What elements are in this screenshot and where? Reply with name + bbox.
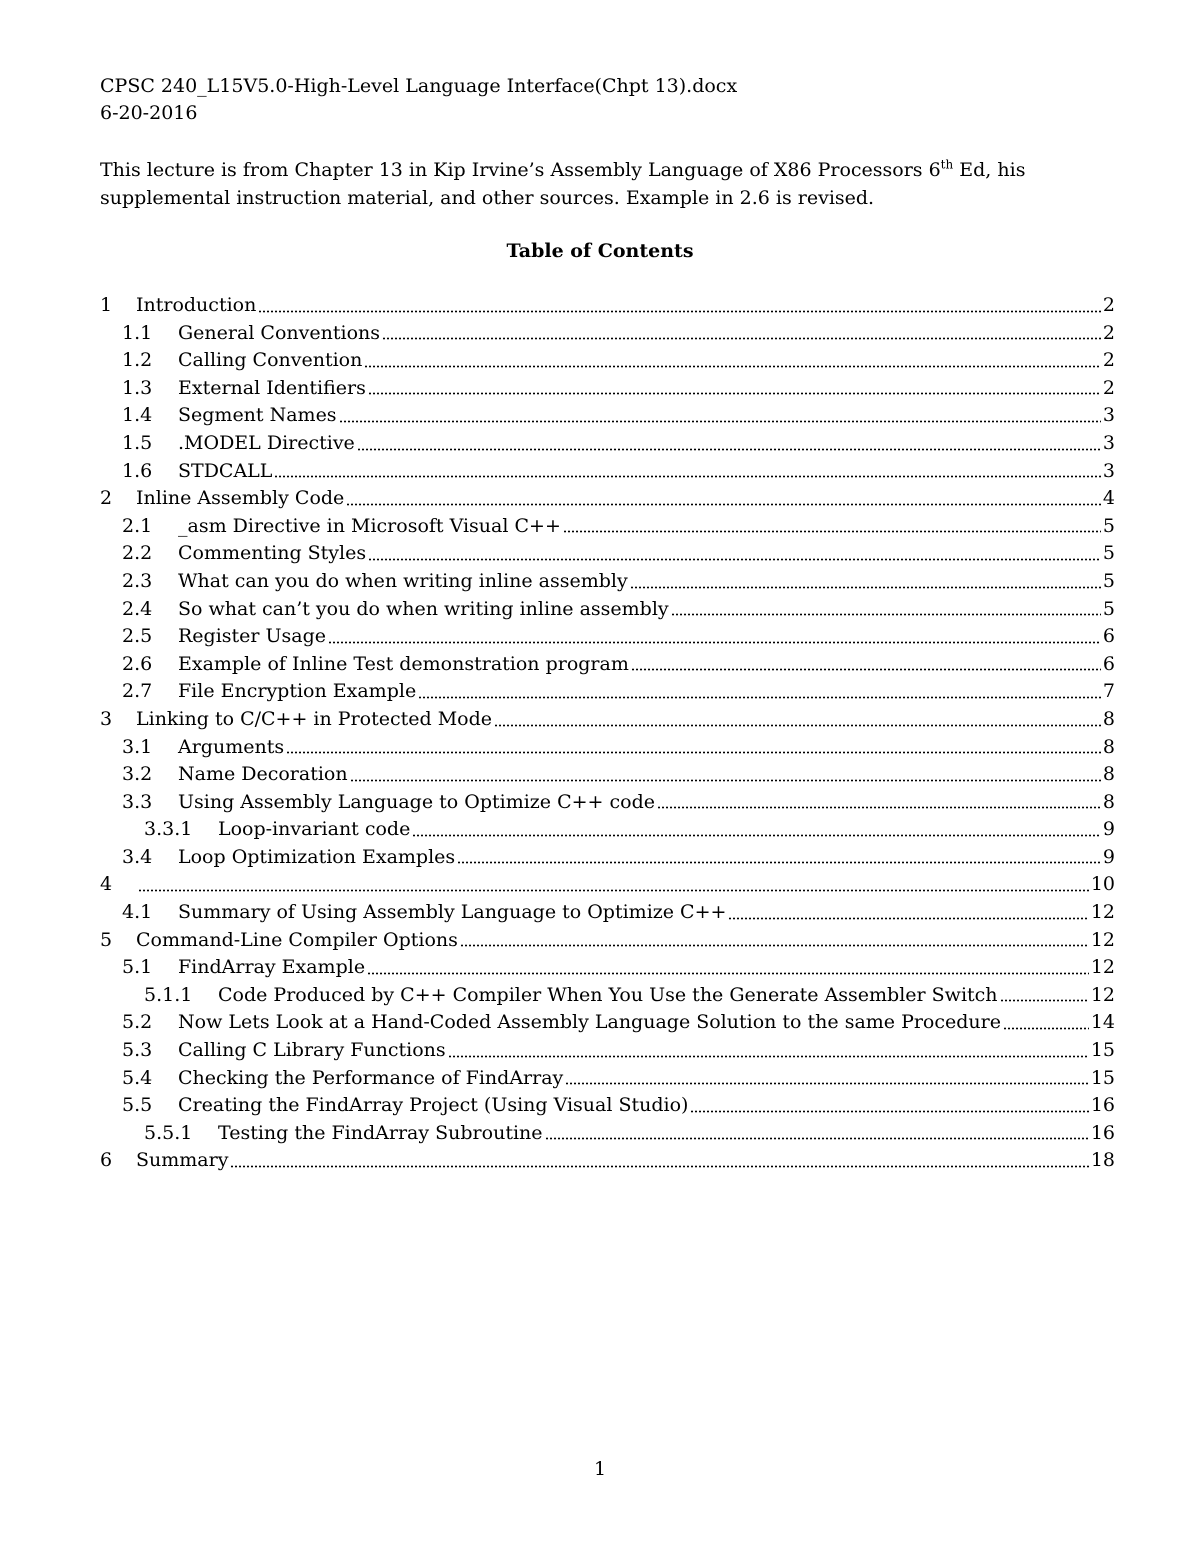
toc-dot-leader [631, 668, 1101, 671]
toc-entry[interactable] [100, 540, 1115, 568]
toc-entry-number: 1.4 [122, 404, 153, 427]
toc-entry-title: Example of Inline Test demonstration program [178, 652, 629, 675]
toc-entry-page: 14 [1090, 1011, 1115, 1034]
toc-entry-page: 2 [1102, 349, 1115, 372]
toc-entry-number: 5.1.1 [144, 983, 193, 1006]
toc-entry-title: Arguments [178, 735, 285, 758]
toc-entry[interactable] [100, 927, 1115, 955]
toc-entry-number: 2.5 [122, 625, 153, 648]
toc-entry-page: 15 [1090, 1039, 1115, 1062]
toc-dot-leader [657, 806, 1101, 809]
toc-dot-leader [630, 586, 1101, 589]
toc-entry-page: 5 [1102, 597, 1115, 620]
toc-entry-page: 9 [1102, 818, 1115, 841]
toc-entry[interactable] [100, 623, 1115, 651]
toc-entry[interactable] [100, 954, 1115, 982]
toc-entry-page: 3 [1102, 459, 1115, 482]
toc-entry[interactable] [100, 458, 1115, 486]
toc-entry-title: Testing the FindArray Subroutine [218, 1121, 543, 1144]
toc-entry[interactable] [100, 678, 1115, 706]
toc-entry[interactable] [100, 651, 1115, 679]
toc-entry-number: 5.2 [122, 1011, 153, 1034]
toc-dot-leader [350, 779, 1101, 782]
toc-entry-page: 12 [1090, 928, 1115, 951]
toc-entry-page: 15 [1090, 1066, 1115, 1089]
toc-entry-title: Summary [136, 1149, 229, 1172]
toc-entry-number: 3.3 [122, 790, 153, 813]
toc-entry-title: External Identifiers [178, 376, 366, 399]
toc-dot-leader [460, 944, 1089, 947]
toc-entry-number: 5.1 [122, 956, 153, 979]
toc-entry[interactable] [100, 1147, 1115, 1175]
toc-entry-page: 18 [1090, 1149, 1115, 1172]
toc-entry-title: Name Decoration [178, 763, 348, 786]
toc-entry-number: 2.6 [122, 652, 153, 675]
toc-entry-number: 4.1 [122, 901, 153, 924]
toc-entry-title: Using Assembly Language to Optimize C++ code [178, 790, 655, 813]
toc-dot-leader [1000, 999, 1089, 1002]
toc-entry[interactable] [100, 513, 1115, 541]
toc-entry-page: 16 [1090, 1121, 1115, 1144]
toc-entry-page: 5 [1102, 514, 1115, 537]
toc-entry[interactable] [100, 1120, 1115, 1148]
toc-entry[interactable] [100, 375, 1115, 403]
toc-entry-page: 5 [1102, 542, 1115, 565]
toc-dot-leader [671, 613, 1101, 616]
toc-entry-number: 2.2 [122, 542, 153, 565]
toc-entry-number: 1.3 [122, 376, 153, 399]
toc-dot-leader [367, 972, 1089, 975]
toc-entry-page: 3 [1102, 431, 1115, 454]
toc-entry-number: 3 [100, 707, 113, 730]
toc-entry-title: So what can’t you do when writing inline assembly [178, 597, 669, 620]
toc-entry-page: 2 [1102, 321, 1115, 344]
toc-entry[interactable] [100, 596, 1115, 624]
toc-entry[interactable] [100, 485, 1115, 513]
toc-entry-number: 5.4 [122, 1066, 153, 1089]
toc-entry[interactable] [100, 816, 1115, 844]
toc-entry-number: 2.3 [122, 569, 153, 592]
toc-entry[interactable] [100, 844, 1115, 872]
toc-entry-number: 5.5.1 [144, 1121, 193, 1144]
toc-entry-page: 9 [1102, 845, 1115, 868]
toc-entry[interactable] [100, 1037, 1115, 1065]
toc-dot-leader [339, 420, 1101, 423]
toc-dot-leader [258, 310, 1101, 313]
toc-entry-number: 3.4 [122, 845, 153, 868]
toc-entry[interactable] [100, 871, 1115, 899]
toc-entry-page: 6 [1102, 625, 1115, 648]
toc-entry-page: 12 [1090, 956, 1115, 979]
toc-entry-number: 1.6 [122, 459, 153, 482]
page-number: 1 [593, 1458, 607, 1480]
toc-entry-title: STDCALL [178, 459, 273, 482]
toc-entry-title: What can you do when writing inline assembly [178, 569, 628, 592]
toc-entry-number: 5.3 [122, 1039, 153, 1062]
toc-dot-leader [457, 861, 1101, 864]
toc-dot-leader [412, 834, 1101, 837]
toc-dot-leader [368, 558, 1101, 561]
intro-text-end: Ed, his supplemental instruction material, and other sources. Example in 2.6 is revised. [100, 159, 1026, 209]
toc-entry-page: 7 [1102, 680, 1115, 703]
toc-entry-number: 2 [100, 487, 113, 510]
toc-entry-title: Linking to C/C++ in Protected Mode [136, 707, 492, 730]
toc-dot-leader [1003, 1027, 1089, 1030]
toc-entry-number: 2.4 [122, 597, 153, 620]
toc-dot-leader [230, 1165, 1088, 1168]
toc-entry-number: 4 [100, 873, 113, 896]
toc-entry-title: Creating the FindArray Project (Using Visual Studio) [178, 1094, 689, 1117]
toc-entry[interactable] [100, 402, 1115, 430]
toc-entry[interactable] [100, 1009, 1115, 1037]
toc-dot-leader [448, 1055, 1089, 1058]
toc-entry-page: 6 [1102, 652, 1115, 675]
toc-entry-page: 2 [1102, 376, 1115, 399]
toc-entry-number: 3.1 [122, 735, 153, 758]
intro-text-start: This lecture is from Chapter 13 in Kip Irvine’s Assembly Language of X86 Processors 6 [100, 159, 941, 181]
toc-dot-leader [274, 475, 1100, 478]
toc-dot-leader [328, 641, 1101, 644]
toc-dot-leader [382, 337, 1101, 340]
toc-entry[interactable] [100, 789, 1115, 817]
toc-entry-title: Loop Optimization Examples [178, 845, 456, 868]
toc-dot-leader [286, 751, 1101, 754]
toc-entry-number: 2.7 [122, 680, 153, 703]
toc-dot-leader [138, 889, 1089, 892]
toc-entry[interactable] [100, 1065, 1115, 1093]
toc-entry[interactable] [100, 320, 1115, 348]
toc-entry[interactable] [100, 899, 1115, 927]
toc-entry-page: 12 [1090, 983, 1115, 1006]
toc-entry-title: Calling C Library Functions [178, 1039, 446, 1062]
toc-entry-page: 10 [1090, 873, 1115, 896]
toc-entry-title: Code Produced by C++ Compiler When You Use the Generate Assembler Switch [218, 983, 998, 1006]
toc-entry-page: 8 [1102, 707, 1115, 730]
toc-entry-page: 8 [1102, 763, 1115, 786]
intro-superscript: th [940, 157, 954, 172]
toc-dot-leader [346, 503, 1101, 506]
toc-entry-page: 8 [1102, 790, 1115, 813]
toc-dot-leader [563, 530, 1101, 533]
toc-entry-title: Inline Assembly Code [136, 487, 345, 510]
toc-dot-leader [545, 1137, 1089, 1140]
toc-dot-leader [418, 696, 1101, 699]
toc-entry-title: .MODEL Directive [178, 431, 355, 454]
toc-entry-number: 3.2 [122, 763, 153, 786]
toc-entry-title: Now Lets Look at a Hand-Coded Assembly Language Solution to the same Procedure [178, 1011, 1001, 1034]
toc-dot-leader [357, 448, 1101, 451]
toc-entry-title: _asm Directive in Microsoft Visual C++ [178, 514, 561, 537]
toc-entry-page: 4 [1102, 487, 1115, 510]
toc-entry-number: 1.5 [122, 431, 153, 454]
toc-entry-title: File Encryption Example [178, 680, 417, 703]
toc-dot-leader [565, 1082, 1089, 1085]
toc-entry-title: FindArray Example [178, 956, 366, 979]
table-of-contents [100, 292, 1115, 1175]
toc-entry-title: Summary of Using Assembly Language to Optimize C++ [178, 901, 727, 924]
toc-entry-number: 1 [100, 294, 113, 316]
toc-entry-page: 12 [1090, 901, 1115, 924]
toc-entry[interactable] [100, 761, 1115, 789]
toc-entry[interactable] [100, 430, 1115, 458]
toc-entry-number: 6 [100, 1149, 113, 1172]
toc-entry-page: 3 [1102, 404, 1115, 427]
toc-entry-page: 2 [1102, 294, 1115, 316]
toc-entry-number: 1.2 [122, 349, 153, 372]
toc-entry-number: 2.1 [122, 514, 153, 537]
toc-entry[interactable] [100, 568, 1115, 596]
toc-entry[interactable] [100, 734, 1115, 762]
toc-dot-leader [690, 1110, 1088, 1113]
toc-entry[interactable] [100, 982, 1115, 1010]
toc-entry-title: Commenting Styles [178, 542, 367, 565]
toc-entry-number: 3.3.1 [144, 818, 193, 841]
toc-dot-leader [494, 724, 1101, 727]
toc-entry[interactable] [100, 292, 1115, 320]
intro-paragraph [100, 156, 1110, 212]
toc-entry-title: Introduction [136, 294, 257, 316]
toc-dot-leader [364, 365, 1101, 368]
toc-entry-title: Command-Line Compiler Options [136, 928, 458, 951]
toc-entry[interactable] [100, 347, 1115, 375]
toc-entry-title: Segment Names [178, 404, 337, 427]
toc-title: Table of Contents [506, 240, 694, 262]
toc-entry[interactable] [100, 1092, 1115, 1120]
toc-entry-number: 1.1 [122, 321, 153, 344]
toc-entry-page: 5 [1102, 569, 1115, 592]
toc-entry-title: Loop-invariant code [218, 818, 411, 841]
toc-entry[interactable] [100, 706, 1115, 734]
toc-dot-leader [728, 917, 1088, 920]
document-filename: CPSC 240_L15V5.0-High-Level Language Interface(Chpt 13).docx [100, 75, 738, 97]
toc-entry-number: 5 [100, 928, 113, 951]
toc-entry-title: General Conventions [178, 321, 380, 344]
toc-dot-leader [368, 392, 1101, 395]
toc-entry-page: 8 [1102, 735, 1115, 758]
document-date: 6-20-2016 [100, 102, 198, 124]
toc-entry-title: Checking the Performance of FindArray [178, 1066, 564, 1089]
toc-entry-number: 5.5 [122, 1094, 153, 1117]
toc-entry-title: Calling Convention [178, 349, 363, 372]
toc-entry-page: 16 [1090, 1094, 1115, 1117]
toc-entry-title: Register Usage [178, 625, 327, 648]
